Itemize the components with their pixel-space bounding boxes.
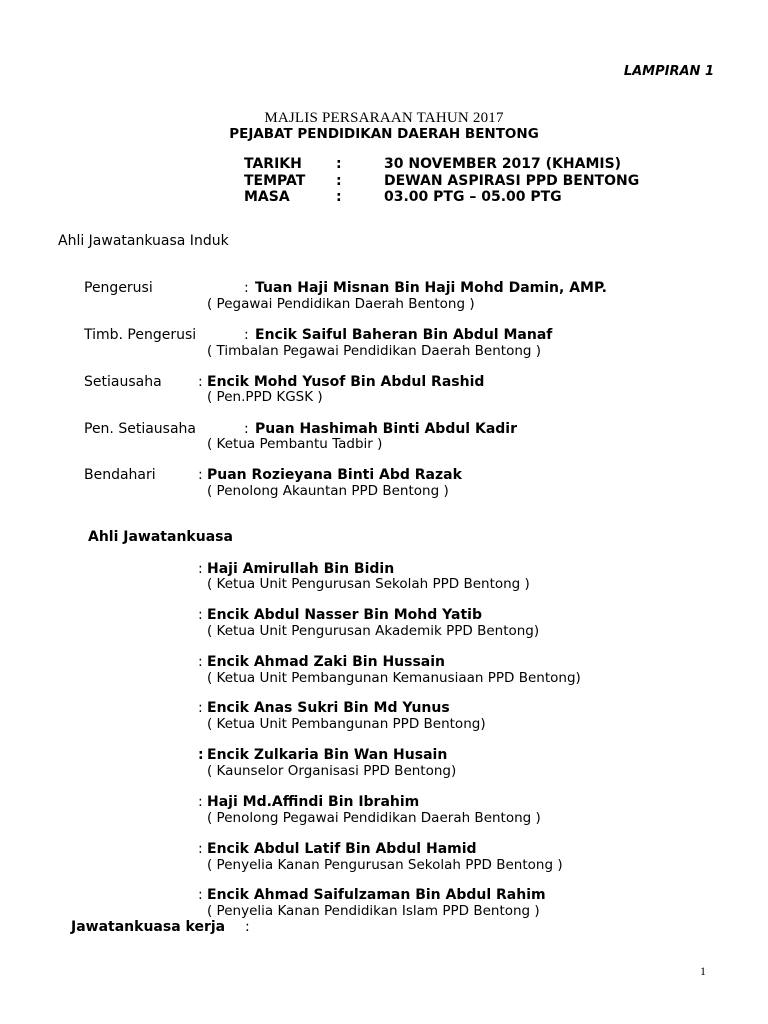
member-desc: ( Penyelia Kanan Pengurusan Sekolah PPD Bentong ) xyxy=(207,857,563,873)
member-colon: : xyxy=(198,747,204,763)
member-colon: : xyxy=(198,561,203,577)
member-desc: ( Ketua Unit Pengurusan Sekolah PPD Bentong ) xyxy=(207,576,530,592)
lampiran-label: LAMPIRAN 1 xyxy=(623,64,714,79)
member-role: Pen. Setiausaha xyxy=(84,421,196,437)
meta-label-tempat: TEMPAT xyxy=(244,173,306,189)
member-desc: ( Ketua Pembantu Tadbir ) xyxy=(207,436,383,452)
member-name: Puan Hashimah Binti Abdul Kadir xyxy=(255,421,517,437)
member-desc: ( Penolong Pegawai Pendidikan Daerah Bentong ) xyxy=(207,810,541,826)
member-name: Encik Saiful Baheran Bin Abdul Manaf xyxy=(255,327,553,343)
member-colon: : xyxy=(244,421,249,437)
member-name: Encik Ahmad Zaki Bin Hussain xyxy=(207,654,445,670)
member-colon: : xyxy=(198,374,203,390)
member-name: Encik Abdul Latif Bin Abdul Hamid xyxy=(207,841,477,857)
meta-colon: : xyxy=(336,156,342,172)
member-desc: ( Timbalan Pegawai Pendidikan Daerah Bentong ) xyxy=(207,343,542,359)
member-role: Timb. Pengerusi xyxy=(84,327,197,343)
document-subtitle: PEJABAT PENDIDIKAN DAERAH BENTONG xyxy=(229,126,539,142)
member-name: Encik Anas Sukri Bin Md Yunus xyxy=(207,700,450,716)
kerja-colon: : xyxy=(245,919,250,935)
kerja-heading: Jawatankuasa kerja xyxy=(71,919,226,935)
meta-value-tarikh: 30 NOVEMBER 2017 (KHAMIS) xyxy=(384,156,622,172)
member-name: Haji Md.Affindi Bin Ibrahim xyxy=(207,794,420,810)
member-desc: ( Pegawai Pendidikan Daerah Bentong ) xyxy=(207,296,475,312)
member-desc: ( Penyelia Kanan Pendidikan Islam PPD Bentong ) xyxy=(207,903,540,919)
member-colon: : xyxy=(198,794,203,810)
member-name: Haji Amirullah Bin Bidin xyxy=(207,561,395,577)
member-colon: : xyxy=(198,700,203,716)
meta-value-tempat: DEWAN ASPIRASI PPD BENTONG xyxy=(384,173,640,189)
member-colon: : xyxy=(244,280,249,296)
member-desc: ( Pen.PPD KGSK ) xyxy=(207,389,323,405)
member-colon: : xyxy=(198,607,203,623)
member-name: Encik Mohd Yusof Bin Abdul Rashid xyxy=(207,374,485,390)
meta-label-masa: MASA xyxy=(244,189,290,205)
member-name: Encik Abdul Nasser Bin Mohd Yatib xyxy=(207,607,482,623)
induk-heading: Ahli Jawatankuasa Induk xyxy=(58,233,229,249)
meta-label-tarikh: TARIKH xyxy=(244,156,302,172)
ahli-heading: Ahli Jawatankuasa xyxy=(88,529,233,545)
member-colon: : xyxy=(244,327,249,343)
member-role: Setiausaha xyxy=(84,374,162,390)
member-desc: ( Ketua Unit Pengurusan Akademik PPD Bentong) xyxy=(207,623,540,639)
member-desc: ( Kaunselor Organisasi PPD Bentong) xyxy=(207,763,457,779)
member-name: Puan Rozieyana Binti Abd Razak xyxy=(207,467,462,483)
meta-value-masa: 03.00 PTG – 05.00 PTG xyxy=(384,189,562,205)
meta-colon: : xyxy=(336,173,342,189)
member-colon: : xyxy=(198,467,203,483)
member-desc: ( Ketua Unit Pembangunan PPD Bentong) xyxy=(207,716,486,732)
member-name: Encik Ahmad Saifulzaman Bin Abdul Rahim xyxy=(207,887,546,903)
member-role: Pengerusi xyxy=(84,280,153,296)
member-desc: ( Penolong Akauntan PPD Bentong ) xyxy=(207,483,449,499)
member-colon: : xyxy=(198,841,203,857)
meta-colon: : xyxy=(336,189,342,205)
document-title: MAJLIS PERSARAAN TAHUN 2017 xyxy=(264,110,504,126)
member-name: Encik Zulkaria Bin Wan Husain xyxy=(207,747,448,763)
member-desc: ( Ketua Unit Pembangunan Kemanusiaan PPD Bentong) xyxy=(207,670,581,686)
member-colon: : xyxy=(198,654,203,670)
member-role: Bendahari xyxy=(84,467,156,483)
member-colon: : xyxy=(198,887,203,903)
page-number: 1 xyxy=(700,964,706,978)
member-name: Tuan Haji Misnan Bin Haji Mohd Damin, AMP. xyxy=(255,280,607,296)
